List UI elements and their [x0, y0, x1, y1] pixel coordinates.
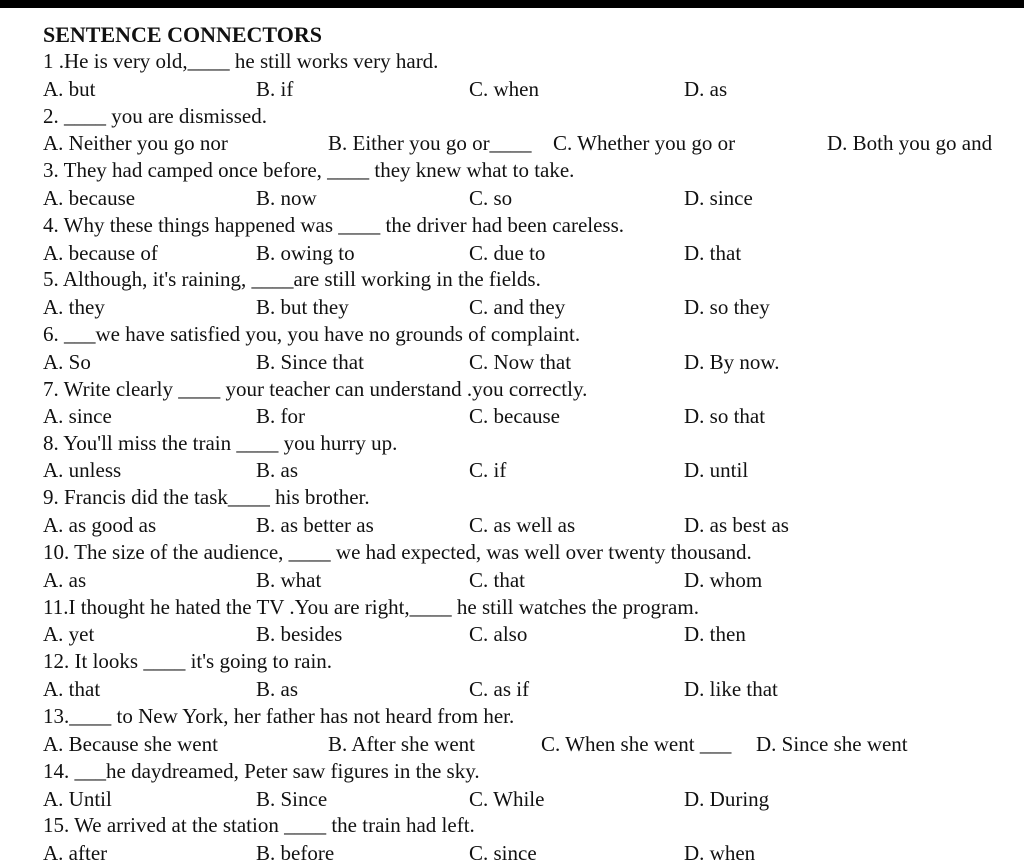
option-d: D. when — [684, 841, 756, 865]
option-b: B. Since that — [256, 350, 364, 374]
question-7: 7. Write clearly ____ your teacher can understand .you correctly. — [43, 377, 588, 401]
page-title: SENTENCE CONNECTORS — [43, 22, 322, 47]
option-d: D. until — [684, 458, 749, 482]
option-d: D. so they — [684, 295, 770, 319]
option-a: A. because of — [43, 241, 158, 265]
option-b: B. what — [256, 568, 322, 592]
option-c: C. that — [469, 568, 525, 592]
option-a: A. after — [43, 841, 108, 865]
option-a: A. that — [43, 677, 101, 701]
option-b: B. as — [256, 677, 298, 701]
option-b: B. if — [256, 77, 294, 101]
option-c: C. since — [469, 841, 537, 865]
option-b: B. After she went — [328, 732, 475, 756]
option-c: C. and they — [469, 295, 566, 319]
option-c: C. when — [469, 77, 539, 101]
option-a: A. as — [43, 568, 87, 592]
question-4: 4. Why these things happened was ____ the driver had been careless. — [43, 213, 625, 237]
option-d: D. whom — [684, 568, 763, 592]
option-a: A. because — [43, 186, 136, 210]
question-8: 8. You'll miss the train ____ you hurry up. — [43, 431, 398, 455]
option-a: A. Because she went — [43, 732, 218, 756]
option-a: A. but — [43, 77, 96, 101]
question-5: 5. Although, it's raining, ____are still working in the fields. — [43, 267, 541, 291]
option-b: B. Either you go or____ — [328, 131, 532, 155]
option-a: A. Until — [43, 787, 112, 811]
option-a: A. yet — [43, 622, 95, 646]
question-6: 6. ___we have satisfied you, you have no grounds of complaint. — [43, 322, 581, 346]
option-c: C. as if — [469, 677, 530, 701]
question-11: 11.I thought he hated the TV .You are right,____ he still watches the program. — [43, 595, 699, 619]
option-c: C. if — [469, 458, 507, 482]
option-d: D. so that — [684, 404, 766, 428]
question-3: 3. They had camped once before, ____ they knew what to take. — [43, 158, 575, 182]
option-b: B. Since — [256, 787, 328, 811]
option-c: C. due to — [469, 241, 546, 265]
option-a: A. as good as — [43, 513, 157, 537]
option-c: C. because — [469, 404, 560, 428]
option-c: C. While — [469, 787, 545, 811]
option-b: B. besides — [256, 622, 343, 646]
question-13: 13.____ to New York, her father has not heard from her. — [43, 704, 515, 728]
question-10: 10. The size of the audience, ____ we had expected, was well over twenty thousand. — [43, 540, 752, 564]
question-12: 12. It looks ____ it's going to rain. — [43, 649, 333, 673]
option-a: A. since — [43, 404, 112, 428]
question-1: 1 .He is very old,____ he still works very hard. — [43, 49, 439, 73]
option-c: C. so — [469, 186, 513, 210]
option-a: A. So — [43, 350, 91, 374]
option-d: D. that — [684, 241, 742, 265]
option-b: B. but they — [256, 295, 349, 319]
option-a: A. unless — [43, 458, 122, 482]
question-14: 14. ___he daydreamed, Peter saw figures in the sky. — [43, 759, 480, 783]
option-d: D. as — [684, 77, 728, 101]
option-b: B. owing to — [256, 241, 355, 265]
option-d: D. By now. — [684, 350, 780, 374]
option-c: C. Whether you go or — [553, 131, 736, 155]
option-c: C. also — [469, 622, 528, 646]
option-d: D. During — [684, 787, 770, 811]
option-d: D. Since she went — [756, 732, 908, 756]
option-c: C. When she went ___ — [541, 732, 732, 756]
option-c: C. as well as — [469, 513, 576, 537]
option-b: B. for — [256, 404, 305, 428]
option-b: B. as — [256, 458, 298, 482]
option-d: D. since — [684, 186, 753, 210]
option-b: B. before — [256, 841, 335, 865]
option-d: D. like that — [684, 677, 778, 701]
option-a: A. Neither you go nor — [43, 131, 228, 155]
option-b: B. now — [256, 186, 317, 210]
option-c: C. Now that — [469, 350, 572, 374]
question-9: 9. Francis did the task____ his brother. — [43, 485, 370, 509]
question-15: 15. We arrived at the station ____ the train had left. — [43, 813, 475, 837]
option-d: D. as best as — [684, 513, 789, 537]
option-b: B. as better as — [256, 513, 374, 537]
option-d: D. Both you go and — [827, 131, 993, 155]
option-a: A. they — [43, 295, 105, 319]
question-2: 2. ____ you are dismissed. — [43, 104, 267, 128]
option-d: D. then — [684, 622, 746, 646]
